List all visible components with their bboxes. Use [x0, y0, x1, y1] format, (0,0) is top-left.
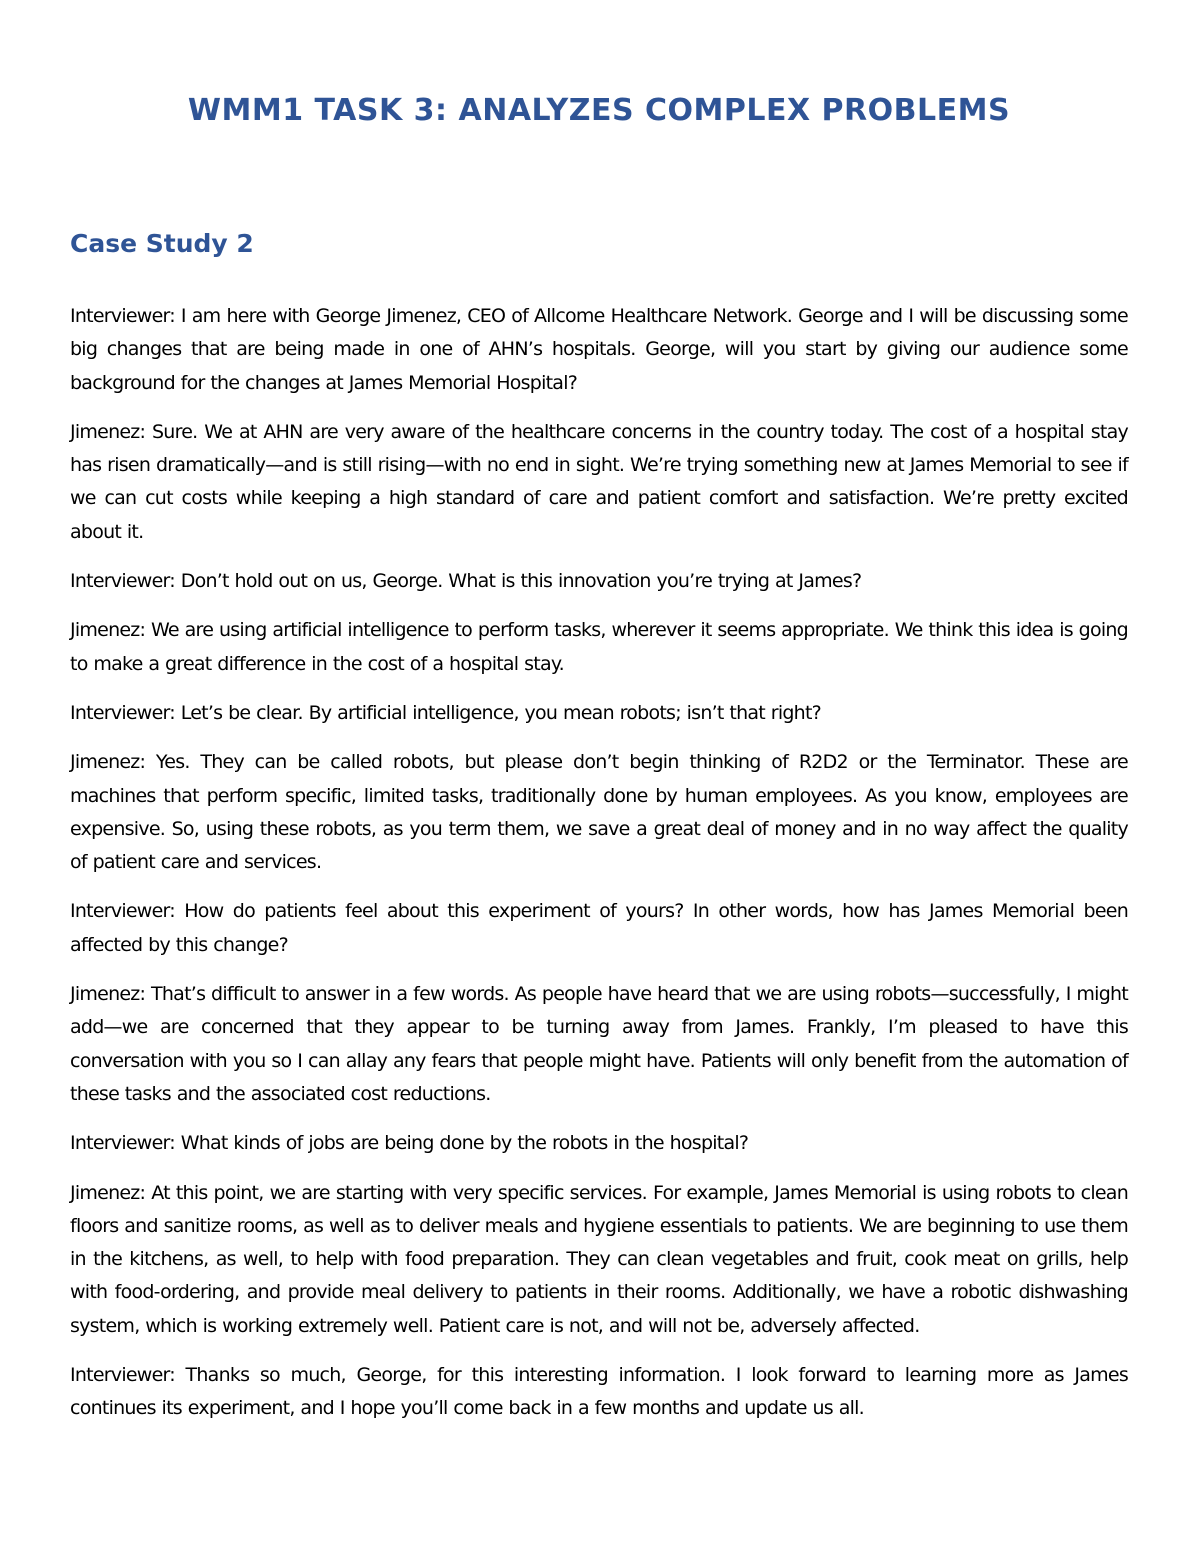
paragraph-interviewer: Interviewer: Don’t hold out on us, George. What is this innovation you’re trying at James?: [70, 570, 862, 593]
document-title: WMM1 TASK 3: ANALYZES COMPLEX PROBLEMS: [187, 93, 1011, 128]
paragraph-interviewer: Interviewer: What kinds of jobs are being done by the robots in the hospital?: [70, 1132, 749, 1155]
paragraph-interviewer: Interviewer: Thanks so much, George, for this interesting information. I look forward to learning more as James continues its experiment, and I hope you’ll come back in a few months and update us all.: [70, 1364, 1128, 1420]
paragraph-jimenez: Jimenez: At this point, we are starting with very specific services. For example, James Memorial is using robots to clean floors and sanitize rooms, as well as to deliver meals and hygiene essentials to patients. We are beginning to use them in the kitchens, as well, to help with food preparation. They can clean vegetables and fruit, cook meat on grills, help with food-ordering, and provide meal delivery to patients in their rooms. Additionally, we have a robotic dishwashing system, which is working extremely well. Patient care is not, and will not be, adversely affected.: [70, 1181, 1128, 1337]
interview-transcript: [70, 300, 1128, 1426]
paragraph-interviewer: Interviewer: How do patients feel about this experiment of yours? In other words, how has James Memorial been affected by this change?: [70, 900, 1128, 956]
paragraph-interviewer: Interviewer: Let’s be clear. By artificial intelligence, you mean robots; isn’t that right?: [70, 701, 821, 724]
paragraph-interviewer: Interviewer: I am here with George Jimenez, CEO of Allcome Healthcare Network. George and I will be discussing some big changes that are being made in one of AHN’s hospitals. George, will you start by giving our audience some background for the changes at James Memorial Hospital?: [70, 305, 1128, 394]
paragraph-jimenez: Jimenez: Yes. They can be called robots, but please don’t begin thinking of R2D2 or the Terminator. These are machines that perform specific, limited tasks, traditionally done by human employees. As you know, employees are expensive. So, using these robots, as you term them, we save a great deal of money and in no way affect the quality of patient care and services.: [70, 751, 1128, 874]
paragraph-jimenez: Jimenez: Sure. We at AHN are very aware of the healthcare concerns in the country today. The cost of a hospital stay has risen dramatically—and is still rising—with no end in sight. We’re trying something new at James Memorial to see if we can cut costs while keeping a high standard of care and patient comfort and satisfaction. We’re pretty excited about it.: [70, 420, 1128, 543]
paragraph-jimenez: Jimenez: We are using artificial intelligence to perform tasks, wherever it seems appropriate. We think this idea is going to make a great difference in the cost of a hospital stay.: [70, 619, 1128, 675]
section-heading: Case Study 2: [70, 229, 254, 258]
paragraph-jimenez: Jimenez: That’s difficult to answer in a few words. As people have heard that we are using robots—successfully, I might add—we are concerned that they appear to be turning away from James. Frankly, I’m pleased to have this conversation with you so I can allay any fears that people might have. Patients will only benefit from the automation of these tasks and the associated cost reductions.: [70, 983, 1128, 1105]
